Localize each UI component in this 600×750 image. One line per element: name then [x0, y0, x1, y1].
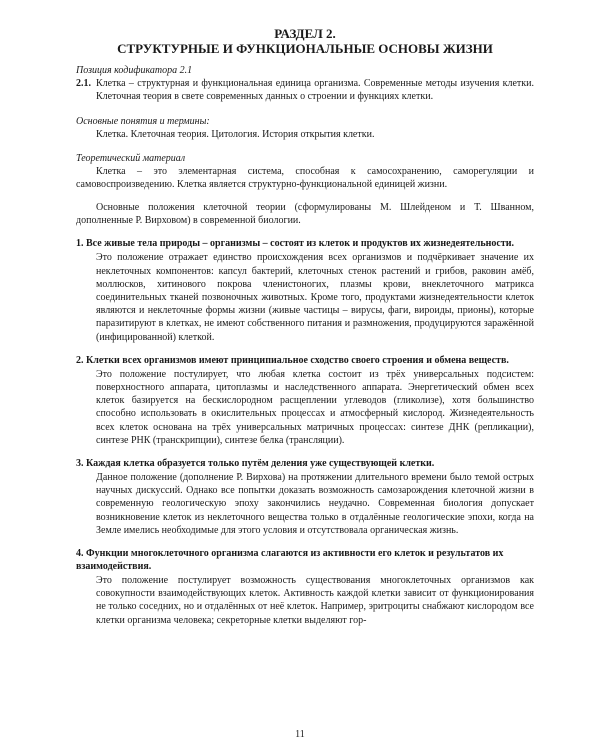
section-1-title: 1. Все живые тела природы – организмы – состоят из клеток и продуктов их жизнедеятельности. [76, 238, 514, 250]
section-3-title: 3. Каждая клетка образуется только путём деления уже существующей клетки. [76, 458, 435, 470]
section-2-text: Это положение постулирует, что любая клетка состоит из трёх универсальных подсистем: поверхностного аппарата, цитоплазмы и наследственного аппарата. Энергетический обмен всех клеток базируется на бескислородном расщеплении углеводов (гликолизе), хотя большинство способно использовать в окислительных процессах и атмосферный кислород. Жизнедеятельность всех клеток основана на трёх универсальных матричных процессах: синтезе ДНК (репликации), синтезе РНК (транскрипции), синтезе белка (трансляции). [96, 368, 534, 446]
codifier-heading: Позиция кодификатора 2.1 [76, 65, 193, 76]
codifier-number: 2.1. [76, 78, 91, 89]
section-4-title: 4. Функции многоклеточного организма слагаются из активности его клеток и результатов их взаимодействия. [76, 548, 504, 573]
section-2-title: 2. Клетки всех организмов имеют принципиальное сходство своего строения и обмена веществ. [76, 354, 509, 366]
section-1-text: Это положение отражает единство происхождения всех организмов и подчёркивает значение их неклеточных компонентов: капсул бактерий, клеточных стенок растений и грибов, раковин амёб, моллюсков, хитинового покрова членистоногих, плазмы крови, внеклеточного матрикса соединительных тканей позвоночных животных. Кроме того, продуктами жизнедеятельности клеток являются и неклеточные формы жизни (живые частицы – вирусы, фаги, вироиды, прионы), которые паразитируют в клетках, не имеют собственного питания и размножения, продуцируются заражённой (инфицированной) клеткой. [96, 252, 534, 343]
theory-heading: Теоретический материал [76, 152, 186, 164]
section-label: РАЗДЕЛ 2. [274, 26, 336, 41]
section-title: СТРУКТУРНЫЕ И ФУНКЦИОНАЛЬНЫЕ ОСНОВЫ ЖИЗНИ [117, 41, 493, 56]
section-4-text: Это положение постулирует возможность существования многоклеточных организмов как совокупности взаимодействующих клеток. Активность каждой клетки зависит от функционирования не только соседних, но и отдалённых от неё клеток. Например, эритроциты снабжают кислородом все клетки организма человека; секреторные клетки выделяют гор- [96, 575, 534, 626]
theory-paragraph-2: Основные положения клеточной теории (сформулированы М. Шлейденом и Т. Шванном, дополненные Р. Вирховом) в современной биологии. [76, 202, 534, 227]
theory-paragraph-1: Клетка – это элементарная система, способная к самосохранению, саморегуляции и самовоспроизведению. Клетка является структурно-функциональной единицей жизни. [76, 165, 534, 190]
terms-text: Клетка. Клеточная теория. Цитология. История открытия клетки. [96, 129, 375, 141]
codifier-text: Клетка – структурная и функциональная единица организма. Современные методы изучения клетки. Клеточная теория в свете современных данных о строении и функциях клетки. [96, 78, 534, 103]
codifier-item [76, 77, 534, 103]
page-number: 11 [295, 729, 305, 740]
terms-heading: Основные понятия и термины: [76, 116, 210, 128]
section-3-text: Данное положение (дополнение Р. Вирхова) на протяжении длительного времени было темой острых научных дискуссий. Однако все попытки доказать возможность самозарождения клеточной жизни в современную геологическую эпоху закончились неудачно. Современная биология допускает возникновение клеток из неклеточного вещества только в отдалённые геологические эпохи, когда на Земле имелись необходимые для этого условия и отсутствовала органическая жизнь. [96, 472, 534, 536]
